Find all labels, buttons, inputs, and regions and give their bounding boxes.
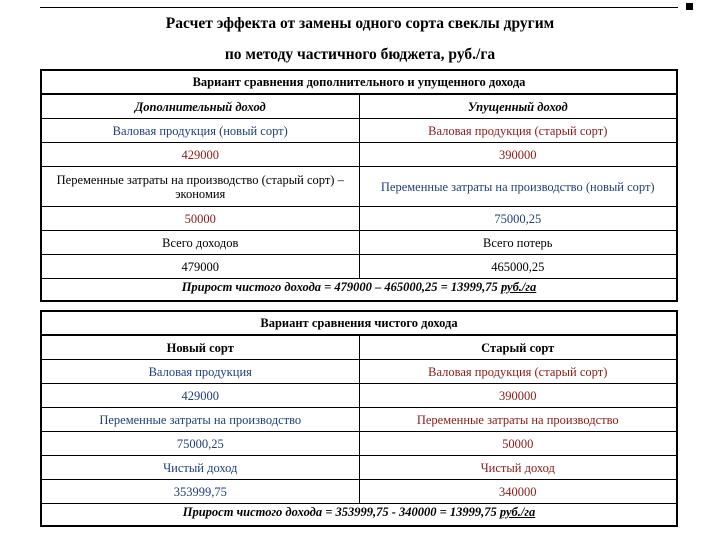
table-row — [42, 456, 676, 480]
table-row — [42, 384, 676, 408]
cell-right: 390000 — [359, 384, 676, 408]
section2-table — [42, 335, 676, 504]
cell-left: 429000 — [42, 143, 359, 167]
cell-left: 75000,25 — [42, 432, 359, 456]
col-header-additional-income: Дополнительный доход — [42, 95, 359, 119]
cell-left: Всего доходов — [42, 231, 359, 255]
section2-footer-text: Прирост чистого дохода = 353999,75 - 340000 = 13999,75 — [182, 505, 500, 519]
table-header-row — [42, 336, 676, 360]
section1-footer-text: Прирост чистого дохода = 479000 – 465000,25 = 13999,75 — [181, 280, 501, 294]
table-row — [42, 119, 676, 143]
page-title-line1: Расчет эффекта от замены одного сорта свеклы другим — [165, 15, 555, 32]
panel-additional-vs-lost-income — [40, 69, 678, 302]
cell-left: 479000 — [42, 255, 359, 279]
section1-table — [42, 94, 676, 279]
cell-right: Валовая продукция (старый сорт) — [359, 119, 676, 143]
table-row — [42, 231, 676, 255]
cell-left: Переменные затраты на производство — [42, 408, 359, 432]
cell-right: Переменные затраты на производство (новый сорт) — [359, 167, 676, 207]
cell-right: 340000 — [359, 480, 676, 504]
section1-footer-unit: руб./га — [500, 280, 537, 294]
cell-left: Переменные затраты на производство (старый сорт) – экономия — [42, 167, 359, 207]
cell-right: Переменные затраты на производство — [359, 408, 676, 432]
section2-footer-unit: руб./га — [499, 505, 536, 519]
cell-right: 390000 — [359, 143, 676, 167]
cell-left: Валовая продукция — [42, 360, 359, 384]
cell-right: Чистый доход — [359, 456, 676, 480]
col-header-old-variety: Старый сорт — [359, 336, 676, 360]
cell-right: 75000,25 — [359, 207, 676, 231]
corner-mark — [686, 3, 693, 10]
section2-footer — [42, 504, 676, 520]
table-row — [42, 432, 676, 456]
col-header-lost-income: Упущенный доход — [359, 95, 676, 119]
table-row — [42, 255, 676, 279]
top-rule — [40, 7, 678, 8]
table-row — [42, 408, 676, 432]
table-row — [42, 360, 676, 384]
cell-left: 353999,75 — [42, 480, 359, 504]
table-row — [42, 143, 676, 167]
section2-heading: Вариант сравнения чистого дохода — [42, 312, 676, 335]
page-title-line2: по методу частичного бюджета, руб./га — [224, 46, 496, 63]
cell-right: Валовая продукция (старый сорт) — [359, 360, 676, 384]
cell-left: 50000 — [42, 207, 359, 231]
table-row — [42, 167, 676, 207]
section1-footer — [42, 279, 676, 295]
cell-right: 50000 — [359, 432, 676, 456]
table-header-row — [42, 95, 676, 119]
table-row — [42, 207, 676, 231]
col-header-new-variety: Новый сорт — [42, 336, 359, 360]
cell-right: 465000,25 — [359, 255, 676, 279]
cell-left: 429000 — [42, 384, 359, 408]
cell-right: Всего потерь — [359, 231, 676, 255]
panel-net-income-comparison — [40, 310, 678, 527]
table-row — [42, 480, 676, 504]
cell-left: Чистый доход — [42, 456, 359, 480]
section1-heading: Вариант сравнения дополнительного и упущенного дохода — [42, 71, 676, 94]
cell-left: Валовая продукция (новый сорт) — [42, 119, 359, 143]
